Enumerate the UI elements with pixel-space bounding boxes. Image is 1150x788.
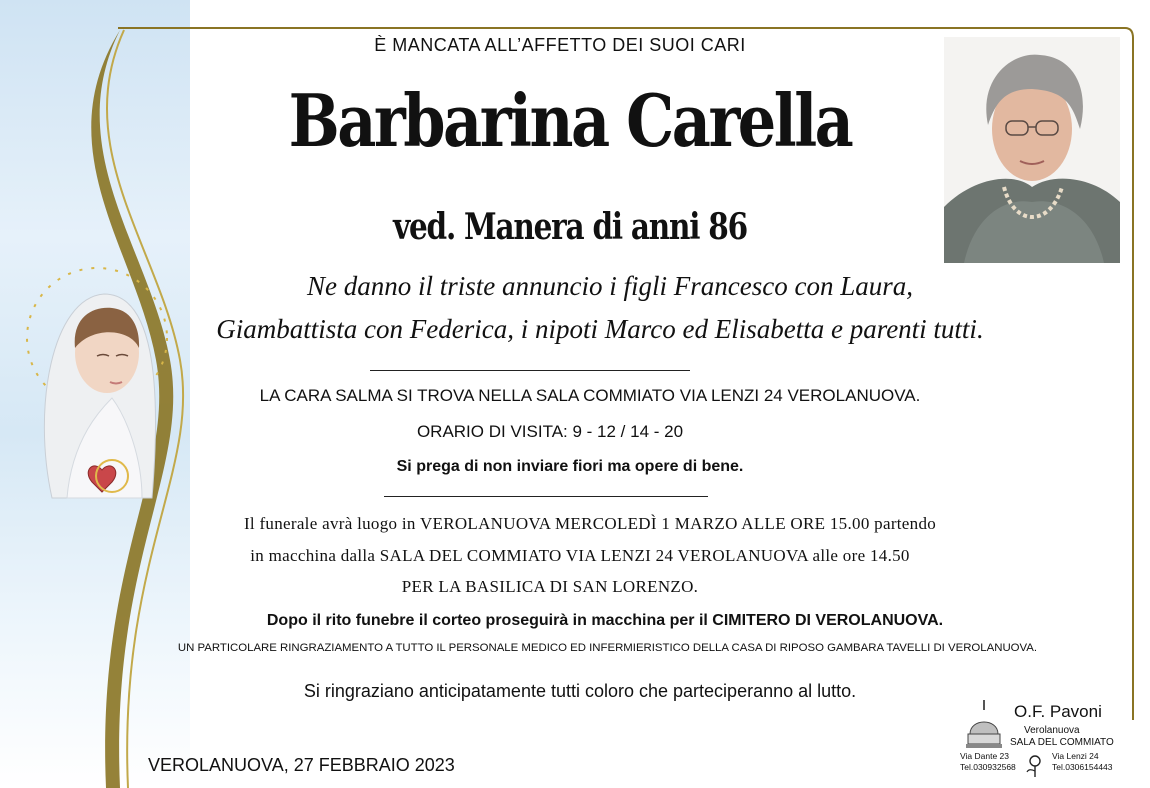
date-place: VEROLANUOVA, 27 FEBBRAIO 2023: [148, 755, 455, 775]
funeral-home-hall: SALA DEL COMMIATO: [1010, 737, 1114, 748]
flowers-request: Si prega di non inviare fiori ma opere di bene.: [396, 458, 744, 475]
funeral-home-address-2: Via Lenzi 24: [1052, 751, 1099, 761]
portrait-photo: [944, 37, 1120, 263]
funeral-line-1: Il funerale avrà luogo in VEROLANUOVA MERCOLEDÌ 1 MARZO ALLE ORE 15.00 partendo: [243, 514, 937, 533]
divider-top: [370, 370, 690, 371]
funeral-home-address-1: Via Dante 23: [960, 751, 1009, 761]
funeral-line-3: PER LA BASILICA DI SAN LORENZO.: [401, 577, 699, 596]
funeral-line-2: in macchina dalla SALA DEL COMMIATO VIA LENZI 24 VEROLANUOVA alle ore 14.50: [250, 546, 910, 565]
viewing-location: LA CARA SALMA SI TROVA NELLA SALA COMMIATO VIA LENZI 24 VEROLANUOVA.: [259, 386, 921, 405]
divider-bottom: [384, 496, 708, 497]
funeral-home-phone-1: Tel.030932568: [960, 762, 1016, 772]
madonna-icon: [12, 258, 172, 518]
funeral-home-logo: [958, 698, 1114, 778]
funeral-home-phone-2: Tel.0306154443: [1052, 762, 1113, 772]
announcement-line-1: Ne danno il triste annuncio i figli Francesco con Laura,: [307, 271, 913, 301]
visiting-hours: ORARIO DI VISITA: 9 - 12 / 14 - 20: [416, 422, 684, 441]
staff-thanks: UN PARTICOLARE RINGRAZIAMENTO A TUTTO IL PERSONALE MEDICO ED INFERMIERISTICO DELLA CASA DI RIPOSO GAMBARA TAVELLI DI VEROLANUOVA.: [177, 642, 1038, 654]
procession-notice: Dopo il rito funebre il corteo proseguirà in macchina per il CIMITERO DI VEROLANUOVA.: [266, 612, 944, 629]
funeral-home-name: O.F. Pavoni: [1014, 702, 1102, 721]
top-notice: È MANCATA ALL’AFFETTO DEI SUOI CARI: [374, 35, 746, 55]
funeral-home-town: Verolanuova: [1024, 725, 1080, 736]
general-thanks: Si ringraziano anticipatamente tutti coloro che parteciperanno al lutto.: [303, 681, 857, 701]
church-dome-icon: [962, 700, 1006, 752]
announcement-line-2: Giambattista con Federica, i nipoti Marco ed Elisabetta e parenti tutti.: [216, 314, 984, 344]
deceased-name: Barbarina Carella: [288, 78, 852, 163]
deceased-subtitle: ved. Manera di anni 86: [393, 206, 747, 248]
rose-icon: [1024, 754, 1046, 778]
